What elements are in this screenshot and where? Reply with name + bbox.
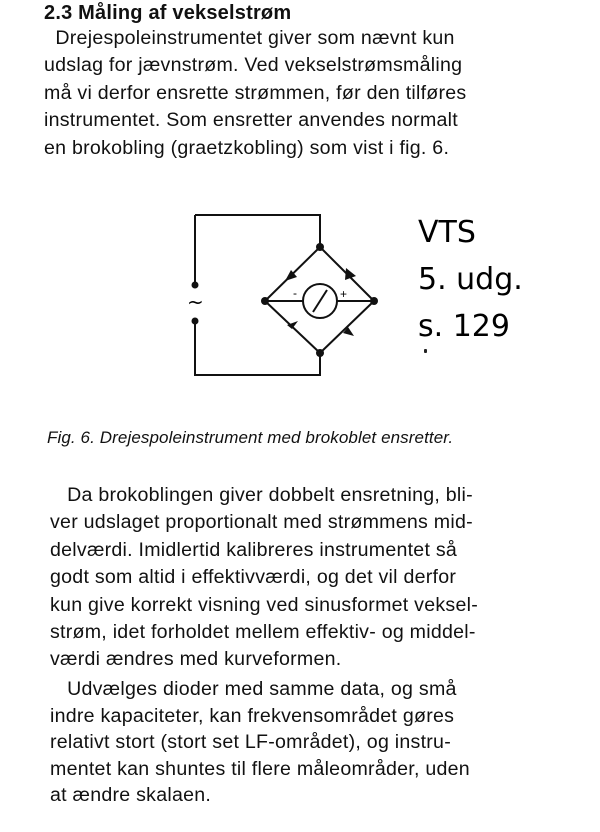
bridge-arm-bottom-right — [320, 301, 374, 353]
text-line: kun give korrekt visning ved sinusformet veksel- — [50, 593, 478, 616]
meter-plus-label: + — [340, 287, 348, 301]
text-line: godt som altid i effektivværdi, og det vil derfor — [50, 566, 457, 589]
stamp-line-1: VTS — [418, 215, 476, 250]
ink-speck — [424, 349, 427, 353]
section-heading: 2.3 Måling af vekselstrøm — [44, 2, 292, 24]
text-line: mentet kan shuntes til flere måleområder, uden — [50, 757, 470, 780]
meter-needle — [313, 290, 327, 312]
node-right — [370, 297, 378, 305]
body-paragraph-2 — [50, 676, 470, 809]
text-line: relativt stort (stort set LF-området), og instru- — [50, 731, 451, 754]
node-top — [316, 243, 324, 251]
source-terminal-bottom — [192, 318, 199, 325]
bridge-rectifier-diagram — [175, 205, 390, 380]
text-line: indre kapaciteter, kan frekvensområdet gøres — [50, 704, 455, 727]
text-line: udslag for jævnstrøm. Ved vekselstrømsmåling — [44, 54, 463, 77]
figure-caption: Fig. 6. Drejespoleinstrument med brokoblet ensretter. — [47, 428, 454, 447]
text-line: Da brokoblingen giver dobbelt ensretning, bli- — [50, 484, 473, 506]
node-left — [261, 297, 269, 305]
text-line: Udvælges dioder med samme data, og små — [50, 678, 457, 700]
wire-left-top — [195, 215, 320, 247]
stamp-line-2: 5. udg. — [418, 262, 523, 297]
text-line: en brokobling (graetzkobling) som vist i fig. 6. — [44, 136, 450, 159]
node-bottom — [316, 349, 324, 357]
ac-source-symbol: ~ — [187, 290, 204, 314]
stamp-line-3: s. 129 — [418, 309, 510, 344]
meter-minus-label: - — [293, 286, 297, 300]
text-line: værdi ændres med kurveformen. — [50, 648, 342, 671]
text-line: at ændre skalaen. — [50, 784, 212, 807]
wire-left-bottom — [195, 215, 320, 375]
body-paragraph-1 — [50, 482, 478, 674]
text-line: Drejespoleinstrumentet giver som nævnt kun — [44, 27, 455, 49]
intro-paragraph — [44, 25, 466, 162]
source-terminal-top — [192, 282, 199, 289]
text-line: ver udslaget proportionalt med strømmens mid- — [50, 511, 473, 534]
text-line: delværdi. Imidlertid kalibreres instrumentet så — [50, 538, 458, 561]
text-line: strøm, idet forholdet mellem effektiv- og middel- — [50, 621, 476, 644]
text-line: instrumentet. Som ensretter anvendes normalt — [44, 109, 458, 132]
text-line: må vi derfor ensrette strømmen, før den tilføres — [44, 81, 467, 104]
